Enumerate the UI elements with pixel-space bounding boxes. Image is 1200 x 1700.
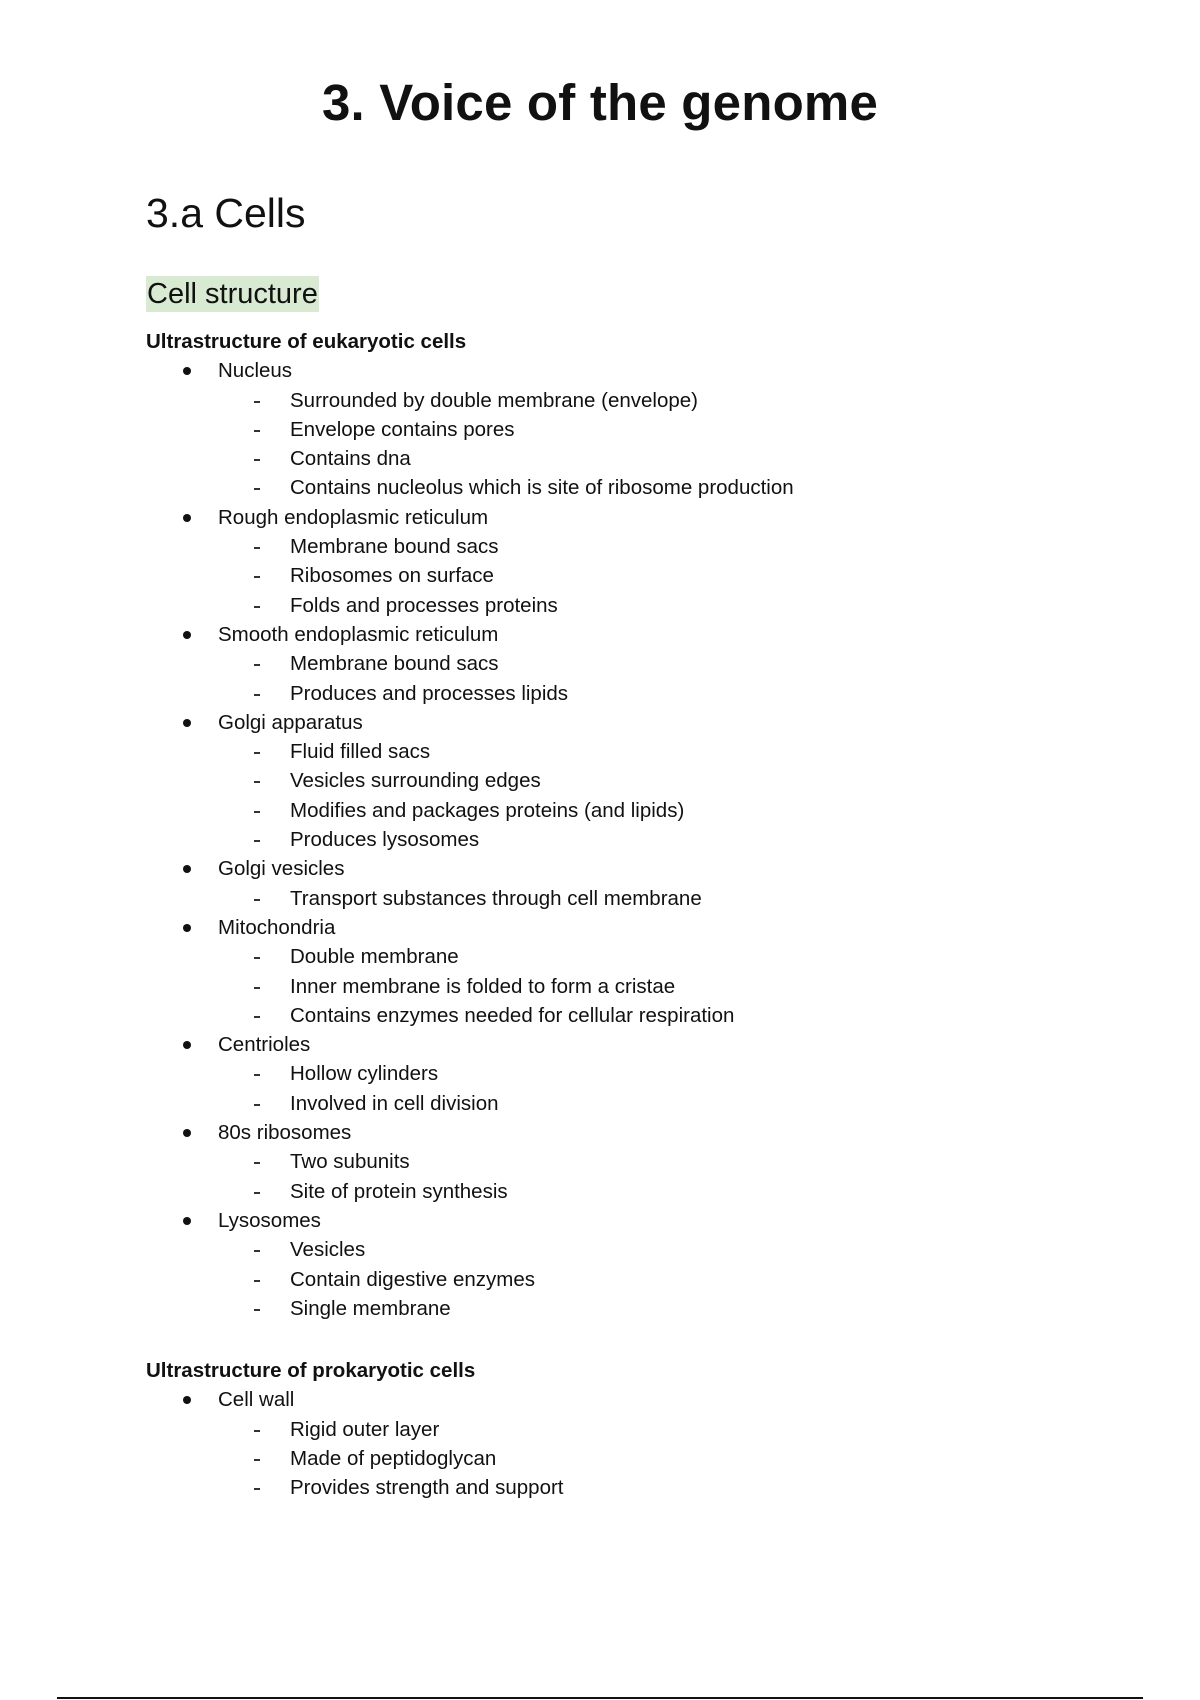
sub-item-label: Produces and processes lipids [290,681,569,705]
item-row [146,854,1146,883]
sub-item [146,942,1146,971]
section-heading: 3.a Cells [146,190,306,236]
sub-item-label: Modifies and packages proteins (and lipids) [290,798,685,822]
sub-item-label: Ribosomes on surface [290,564,494,588]
sub-item-label: Contains enzymes needed for cellular respiration [290,1003,735,1027]
item-label: Golgi apparatus [218,710,363,734]
sub-item-label: Made of peptidoglycan [290,1446,497,1470]
sub-item [146,649,1146,678]
dash-icon [254,1104,260,1106]
sub-item [146,1177,1146,1206]
item-row [146,913,1146,942]
item-row [146,708,1146,737]
dash-icon [254,664,260,666]
item-label: 80s ribosomes [218,1121,352,1145]
list-item [146,1030,1146,1118]
list-item [146,913,1146,1030]
sub-list [146,884,1146,913]
item-label: Centrioles [218,1033,311,1057]
list-item [146,1385,1146,1502]
dash-icon [254,899,260,901]
item-label: Smooth endoplasmic reticulum [218,622,499,646]
sub-item-label: Fluid filled sacs [290,740,431,764]
sub-item [146,1001,1146,1030]
eukaryotic-organelle-list [146,356,1146,1323]
item-label: Nucleus [218,359,293,383]
sub-item-label: Site of protein synthesis [290,1179,508,1203]
dash-icon [254,811,260,813]
bullet-icon [183,1396,191,1404]
dash-icon [254,1430,260,1432]
sub-item [146,591,1146,620]
sub-list [146,1235,1146,1323]
sub-list [146,649,1146,708]
item-row [146,1030,1146,1059]
sub-item-label: Membrane bound sacs [290,535,499,559]
sub-item-label: Contains dna [290,447,411,471]
sub-item-label: Inner membrane is folded to form a cristae [290,974,676,998]
item-label: Cell wall [218,1388,295,1412]
bullet-icon [183,1041,191,1049]
dash-icon [254,1074,260,1076]
dash-icon [254,1280,260,1282]
sub-item [146,825,1146,854]
dash-icon [254,401,260,403]
bullet-icon [183,1129,191,1137]
item-row [146,1385,1146,1414]
sub-item [146,1294,1146,1323]
dash-icon [254,1016,260,1018]
page-title: 3. Voice of the genome [321,74,879,131]
dash-icon [254,430,260,432]
dash-icon [254,606,260,608]
prokaryotic-heading: Ultrastructure of prokaryotic cells [146,1359,476,1382]
sub-item-label: Two subunits [290,1150,410,1174]
item-row [146,620,1146,649]
dash-icon [254,987,260,989]
sub-item [146,386,1146,415]
sub-item [146,1059,1146,1088]
sub-item-label: Transport substances through cell membrane [290,886,702,910]
sub-item-label: Contains nucleolus which is site of ribosome production [290,476,794,500]
item-label: Lysosomes [218,1208,321,1232]
sub-item [146,1265,1146,1294]
dash-icon [254,1250,260,1252]
sub-item-label: Envelope contains pores [290,417,515,441]
sub-list [146,737,1146,854]
dash-icon [254,1192,260,1194]
sub-list [146,532,1146,620]
sub-item [146,473,1146,502]
dash-icon [254,1488,260,1490]
list-item [146,708,1146,854]
sub-item-label: Single membrane [290,1296,451,1320]
sub-list [146,1415,1146,1503]
sub-item-label: Folds and processes proteins [290,593,558,617]
sub-item [146,1089,1146,1118]
sub-item [146,1415,1146,1444]
sub-item [146,561,1146,590]
dash-icon [254,1162,260,1164]
sub-item-label: Provides strength and support [290,1476,564,1500]
item-row [146,1206,1146,1235]
bullet-icon [183,631,191,639]
item-label: Mitochondria [218,915,336,939]
highlighted-subheading: Cell structure [147,278,318,310]
sub-item [146,766,1146,795]
list-item [146,1206,1146,1323]
sub-item-label: Vesicles surrounding edges [290,769,541,793]
sub-item-label: Hollow cylinders [290,1062,439,1086]
dash-icon [254,752,260,754]
sub-item [146,679,1146,708]
bullet-icon [183,514,191,522]
sub-item [146,884,1146,913]
sub-list [146,942,1146,1030]
sub-item [146,532,1146,561]
prokaryotic-section [146,1356,1146,1502]
item-row [146,1118,1146,1147]
bullet-icon [183,924,191,932]
list-item [146,356,1146,502]
sub-item [146,972,1146,1001]
dash-icon [254,840,260,842]
item-label: Rough endoplasmic reticulum [218,505,489,529]
dash-icon [254,781,260,783]
sub-item-label: Involved in cell division [290,1091,499,1115]
sub-item-label: Produces lysosomes [290,828,480,852]
sub-item [146,1444,1146,1473]
list-item [146,620,1146,708]
sub-list [146,386,1146,503]
sub-item-label: Vesicles [290,1238,366,1262]
sub-item [146,415,1146,444]
sub-list [146,1147,1146,1206]
list-item [146,503,1146,620]
dash-icon [254,547,260,549]
sub-item [146,796,1146,825]
sub-item-label: Surrounded by double membrane (envelope) [290,388,698,412]
bullet-icon [183,719,191,727]
sub-item [146,737,1146,766]
dash-icon [254,488,260,490]
dash-icon [254,694,260,696]
page-bottom-rule [57,1697,1143,1699]
prokaryotic-structure-list [146,1385,1146,1502]
dash-icon [254,957,260,959]
bullet-icon [183,1217,191,1225]
dash-icon [254,459,260,461]
list-item [146,1118,1146,1206]
list-item [146,854,1146,913]
sub-item [146,1147,1146,1176]
sub-item-label: Membrane bound sacs [290,652,499,676]
sub-item-label: Double membrane [290,945,459,969]
sub-item [146,1235,1146,1264]
sub-item-label: Contain digestive enzymes [290,1267,535,1291]
dash-icon [254,1459,260,1461]
bullet-icon [183,865,191,873]
eukaryotic-section [146,327,1146,1323]
item-label: Golgi vesicles [218,857,345,881]
sub-item-label: Rigid outer layer [290,1417,440,1441]
eukaryotic-heading: Ultrastructure of eukaryotic cells [146,330,467,353]
sub-item [146,1473,1146,1502]
item-row [146,503,1146,532]
item-row [146,356,1146,385]
dash-icon [254,576,260,578]
sub-item [146,444,1146,473]
dash-icon [254,1309,260,1311]
bullet-icon [183,367,191,375]
sub-list [146,1059,1146,1118]
